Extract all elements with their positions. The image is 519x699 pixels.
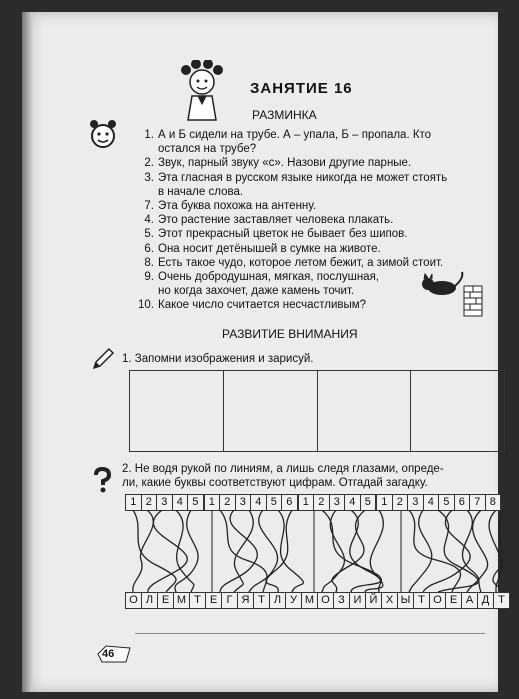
question-number: 8. — [144, 256, 154, 269]
tangled-lines — [126, 510, 508, 592]
number-cell: 8 — [485, 494, 502, 511]
page-spine — [22, 12, 32, 692]
letter-cell: Т — [253, 592, 270, 609]
number-cell: 1 — [125, 494, 142, 511]
number-cell: 4 — [423, 494, 440, 511]
number-cell: 1 — [204, 494, 221, 511]
warmup-heading: РАЗМИНКА — [252, 108, 317, 122]
letter-cell: М — [173, 592, 190, 609]
number-cell: 3 — [156, 494, 173, 511]
letter-cell: Т — [493, 592, 510, 609]
drawing-cell[interactable] — [224, 371, 318, 451]
question-text: Это растение заставляет человека плакать. — [158, 214, 394, 227]
question-text: Звук, парный звуку «с». Назови другие парные. — [158, 157, 412, 170]
number-cell: 3 — [235, 494, 252, 511]
letter-cell: Л — [141, 592, 158, 609]
warmup-question — [138, 156, 490, 170]
warmup-question — [138, 171, 490, 199]
letter-cell: Т — [413, 592, 430, 609]
puzzle-letter-row — [126, 592, 510, 609]
number-cell: 5 — [438, 494, 455, 511]
question-text: А и Б сидели на трубе. А – упала, Б – пропала. Кто остался на трубе? — [158, 129, 432, 156]
question-text: Эта буква похожа на антенну. — [158, 200, 317, 213]
cat-on-chimney-illustration — [418, 268, 488, 318]
number-cell: 7 — [469, 494, 486, 511]
letter-cell: З — [333, 592, 350, 609]
page-number: 46 — [102, 648, 115, 660]
number-cell: 1 — [376, 494, 393, 511]
letter-cell: А — [461, 592, 478, 609]
number-cell: 2 — [313, 494, 330, 511]
question-number: 9. — [144, 271, 154, 284]
pencil-icon — [90, 346, 116, 372]
letter-cell: Ы — [397, 592, 414, 609]
footer-rule — [135, 633, 485, 634]
number-cell: 6 — [454, 494, 471, 511]
letter-cell: Д — [477, 592, 494, 609]
line-maze-puzzle — [126, 494, 508, 616]
question-number: 4. — [144, 214, 154, 227]
letter-cell: Х — [381, 592, 398, 609]
letter-cell: Е — [205, 592, 222, 609]
number-cell: 1 — [298, 494, 315, 511]
letter-cell: Г — [221, 592, 238, 609]
drawing-grid[interactable] — [129, 370, 505, 452]
question-number: 1. — [144, 129, 154, 141]
number-cell: 2 — [141, 494, 158, 511]
number-cell: 3 — [407, 494, 424, 511]
number-cell: 3 — [329, 494, 346, 511]
letter-cell: Л — [269, 592, 286, 609]
letter-cell: Й — [365, 592, 382, 609]
number-cell: 5 — [187, 494, 204, 511]
number-cell: 4 — [344, 494, 361, 511]
letter-cell: О — [317, 592, 334, 609]
question-number: 3. — [144, 171, 154, 184]
warmup-question — [138, 227, 490, 241]
warmup-question — [138, 242, 490, 256]
letter-cell: О — [429, 592, 446, 609]
question-text: Эта гласная в русском языке никогда не может стоять в начале слова. — [158, 171, 448, 198]
number-cell: 4 — [250, 494, 267, 511]
letter-cell: Е — [445, 592, 462, 609]
task-2-text: 2. Не водя рукой по линиям, а лишь следя глазами, опреде- ли, какие буквы соответствуют цифрам. Отгадай загадку. — [122, 463, 444, 489]
question-mark-icon — [88, 466, 116, 494]
number-cell: 5 — [266, 494, 283, 511]
question-number: 7. — [144, 200, 154, 213]
number-cell: 5 — [360, 494, 377, 511]
question-text: Она носит детёнышей в сумке на животе. — [158, 242, 381, 255]
number-cell: 2 — [392, 494, 409, 511]
letter-cell: И — [349, 592, 366, 609]
attention-heading: РАЗВИТИЕ ВНИМАНИЯ — [222, 327, 358, 341]
number-cell: 6 — [281, 494, 298, 511]
warmup-question — [138, 199, 490, 213]
lesson-title: ЗАНЯТИЕ 16 — [250, 80, 353, 97]
letter-cell: Я — [237, 592, 254, 609]
puzzle-number-row — [126, 494, 501, 511]
question-text: Есть такое чудо, которое летом бежит, а зимой стоит. — [158, 256, 444, 269]
question-text: Очень добродушная, мягкая, послушная, но когда захочет, даже камень точит. — [158, 271, 380, 298]
task-1-text: 1. Запомни изображения и зарисуй. — [122, 353, 314, 365]
letter-cell: Т — [189, 592, 206, 609]
question-number: 2. — [144, 157, 154, 170]
letter-cell: Е — [157, 592, 174, 609]
drawing-cell[interactable] — [130, 371, 224, 451]
warmup-question — [138, 213, 490, 227]
number-cell: 4 — [172, 494, 189, 511]
question-text: Этот прекрасный цветок не бывает без шипов. — [158, 228, 408, 241]
girl-illustration — [172, 60, 232, 122]
letter-cell: М — [301, 592, 318, 609]
drawing-cell[interactable] — [318, 371, 412, 451]
number-cell: 2 — [219, 494, 236, 511]
drawing-cell[interactable] — [411, 371, 504, 451]
letter-cell: О — [125, 592, 142, 609]
warmup-question — [138, 128, 490, 156]
question-number: 5. — [144, 228, 154, 241]
question-number: 6. — [144, 242, 154, 255]
alarm-clock-icon — [88, 118, 118, 150]
question-text: Какое число считается несчастливым? — [158, 299, 367, 312]
question-number: 10. — [138, 299, 154, 312]
letter-cell: У — [285, 592, 302, 609]
